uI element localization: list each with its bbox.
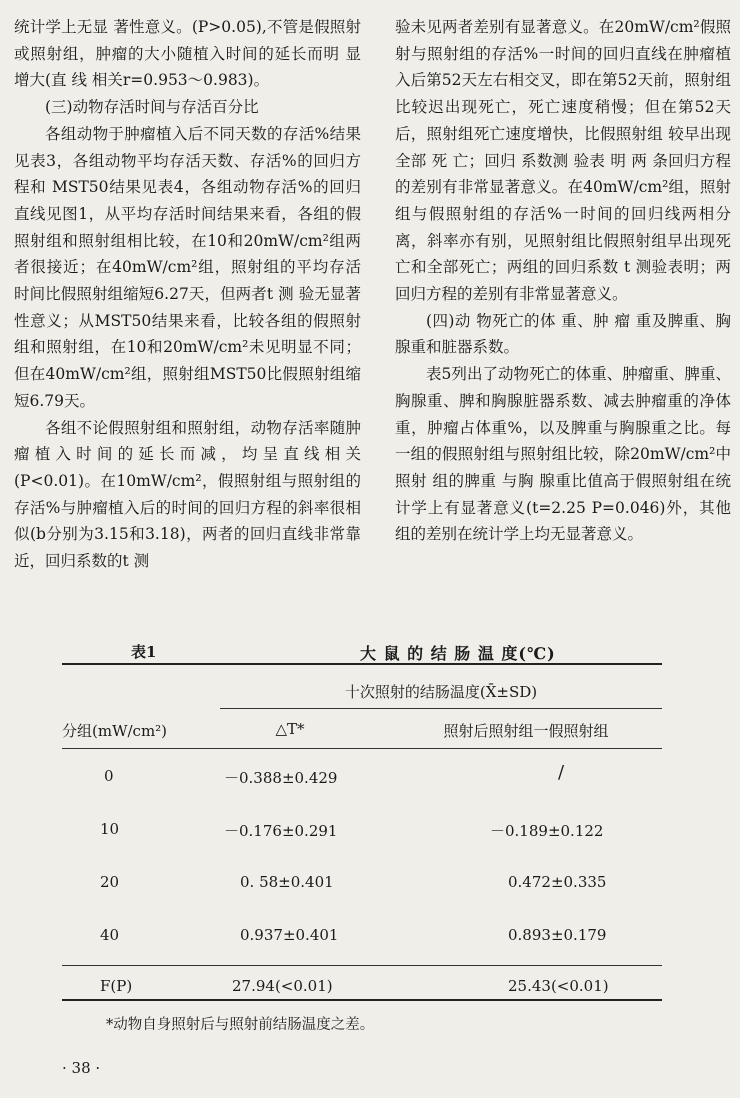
table-cell-diff: 25.43(<0.01) [508,977,609,995]
table-bottom-rule [62,999,662,1001]
table-cell-delta: 0.937±0.401 [240,926,339,944]
table-footnote: *动物自身照射后与照射前结肠温度之差。 [106,1017,375,1033]
table-cell-delta: 0. 58±0.401 [240,873,334,891]
right-text-column [395,14,731,548]
table-label: 表1 [131,643,157,661]
table-cell-diff: －0.189±0.122 [490,822,604,840]
table-header-rule [220,708,662,709]
table-cell-diff: / [558,762,565,783]
table-header-delta: △T* [275,720,305,738]
page-number: · 38 · [62,1059,101,1077]
table-top-rule [62,663,662,665]
table-span-header: 十次照射的结肠温度(X̄±SD) [344,683,538,701]
section-heading: (四)动 物死亡的体 重、肿 瘤 重及脾重、胸腺重和脏器系数。 [395,311,731,357]
table-summary-rule [62,965,662,966]
table-cell-delta: 27.94(<0.01) [232,977,333,995]
paragraph: 各组动物于肿瘤植入后不同天数的存活%结果见表3，各组动物平均存活天数、存活%的回归方程和 MST50结果见表4，各组动物存活%的回归直线见图1，从平均存活时间结果来看，各组的假照射组和照射组相比较，在10和20mW/cm²组两者很接近；在40mW/cm²组，照射组的平均存活时间比假照射组缩短6.27天，但两者t 测 验无显著性意义；从MST50结果来看，比较各组的假照射组和照射组，在10和20mW/cm²未见明显不同；但在40mW/cm²组，照射组MST50比假照射组缩短6.79天。 [14,124,361,410]
left-text-column [14,14,361,575]
table-cell-group: F(P) [100,977,133,995]
table-title: 大 鼠 的 结 肠 温 度(℃) [360,644,556,663]
paragraph: 验未见两者差别有显著意义。在20mW/cm²假照射与照射组的存活%一时间的回归直线在肿瘤植入后第52天左右相交叉，即在第52天前，照射组比较迟出现死亡，死亡速度稍慢；但在第52天后，照射组死亡速度增快，比假照射组 较早出现全部 死 亡；回归 系数测 验表 明 两 条回归方程的差别有非常显著意义。在40mW/cm²组，照射组与假照射组的存活%一时间的回归线两相分离，斜率亦有别，见照射组比假照射组早出现死亡和全部死亡；两组的回归系数 t 测验表明；两回归方程的差别有非常显著意义。 [395,18,731,304]
paragraph: 表5列出了动物死亡的体重、肿瘤重、脾重、胸腺重、脾和胸腺脏器系数、减去肿瘤重的净体重，肿瘤占体重%，以及脾重与胸腺重之比。每一组的假照射组与照射组比较，除20mW/cm²中照射 组的脾重 与胸 腺重比值高于假照射组在统计学上有显著意义(t=2.25 P=0.046)外，其他组的差别在统计学上均无显著意义。 [395,365,731,544]
table-header-group: 分组(mW/cm²) [62,722,168,740]
paragraph: 各组不论假照射组和照射组，动物存活率随肿瘤植入时间的延长而减，均呈直线相关(P<0.01)。在10mW/cm²，假照射组与照射组的存活%与肿瘤植入后的时间的回归方程的斜率很相似(b分别为3.15和3.18)，两者的回归直线非常靠近，回归系数的t 测 [14,418,361,571]
table-header-diff: 照射后照射组一假照射组 [443,722,609,740]
table-cell-group: 40 [100,926,120,944]
paragraph: 统计学上无显 著性意义。(P>0.05),不管是假照射或照射组，肿瘤的大小随植入时间的延长而明 显 增大(直 线 相关r=0.953～0.983)。 [14,18,361,90]
table-cell-diff: 0.893±0.179 [508,926,607,944]
table-cell-group: 0 [104,767,114,785]
table-cell-diff: 0.472±0.335 [508,873,607,891]
section-heading: (三)动物存活时间与存活百分比 [45,98,259,117]
table-cell-group: 10 [100,820,120,838]
table-cell-delta: －0.388±0.429 [224,769,338,787]
table-cell-group: 20 [100,873,120,891]
table-cell-delta: －0.176±0.291 [224,822,338,840]
table-column-rule [62,748,662,749]
